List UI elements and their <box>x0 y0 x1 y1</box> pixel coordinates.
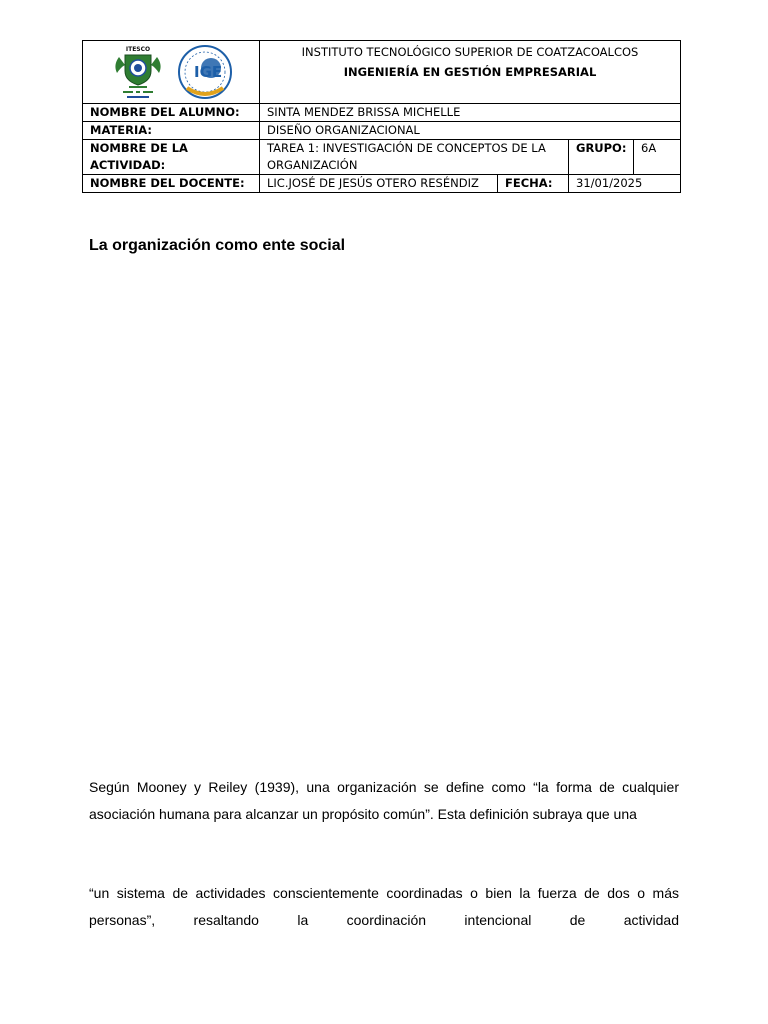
student-label: NOMBRE DEL ALUMNO: <box>83 104 260 122</box>
institution-cell <box>260 41 681 104</box>
header-row-subject <box>83 122 681 140</box>
subject-label: MATERIA: <box>83 122 260 140</box>
paragraph-2: “un sistema de actividades conscientemente coordinadas o bien la fuerza de dos o más personas”, resaltando la coordinación intencional de actividad <box>89 885 679 928</box>
header-row-student <box>83 104 681 122</box>
header-row-teacher <box>83 175 681 193</box>
group-value: 6A <box>634 140 681 175</box>
subject-value: DISEÑO ORGANIZACIONAL <box>260 122 681 140</box>
ige-logo-text: IGE <box>194 63 223 81</box>
teacher-value: LIC.JOSÉ DE JESÚS OTERO RESÉNDIZ <box>260 175 498 193</box>
date-label: FECHA: <box>498 175 569 193</box>
document-title: La organización como ente social <box>89 237 346 254</box>
ige-logo <box>177 44 233 100</box>
teacher-label: NOMBRE DEL DOCENTE: <box>83 175 260 193</box>
itesco-logo-text: ITESCO <box>125 46 151 53</box>
logos-cell <box>83 41 260 104</box>
activity-label: NOMBRE DE LA ACTIVIDAD: <box>83 140 260 175</box>
student-value: SINTA MENDEZ BRISSA MICHELLE <box>260 104 681 122</box>
institution-name: INSTITUTO TECNOLÓGICO SUPERIOR DE COATZACOALCOS <box>301 45 639 59</box>
date-value: 31/01/2025 <box>569 175 681 193</box>
header-row-activity <box>83 140 681 175</box>
itesco-logo <box>109 43 167 101</box>
career-name: INGENIERÍA EN GESTIÓN EMPRESARIAL <box>343 65 597 79</box>
activity-value: TAREA 1: INVESTIGACIÓN DE CONCEPTOS DE LA ORGANIZACIÓN <box>260 140 569 175</box>
header-row-institution <box>83 41 681 104</box>
paragraph-1: Según Mooney y Reiley (1939), una organización se define como “la forma de cualquier asociación humana para alcanzar un propósito común”. Esta definición subraya que una <box>89 779 679 822</box>
group-label: GRUPO: <box>569 140 634 175</box>
header-table <box>82 40 681 193</box>
